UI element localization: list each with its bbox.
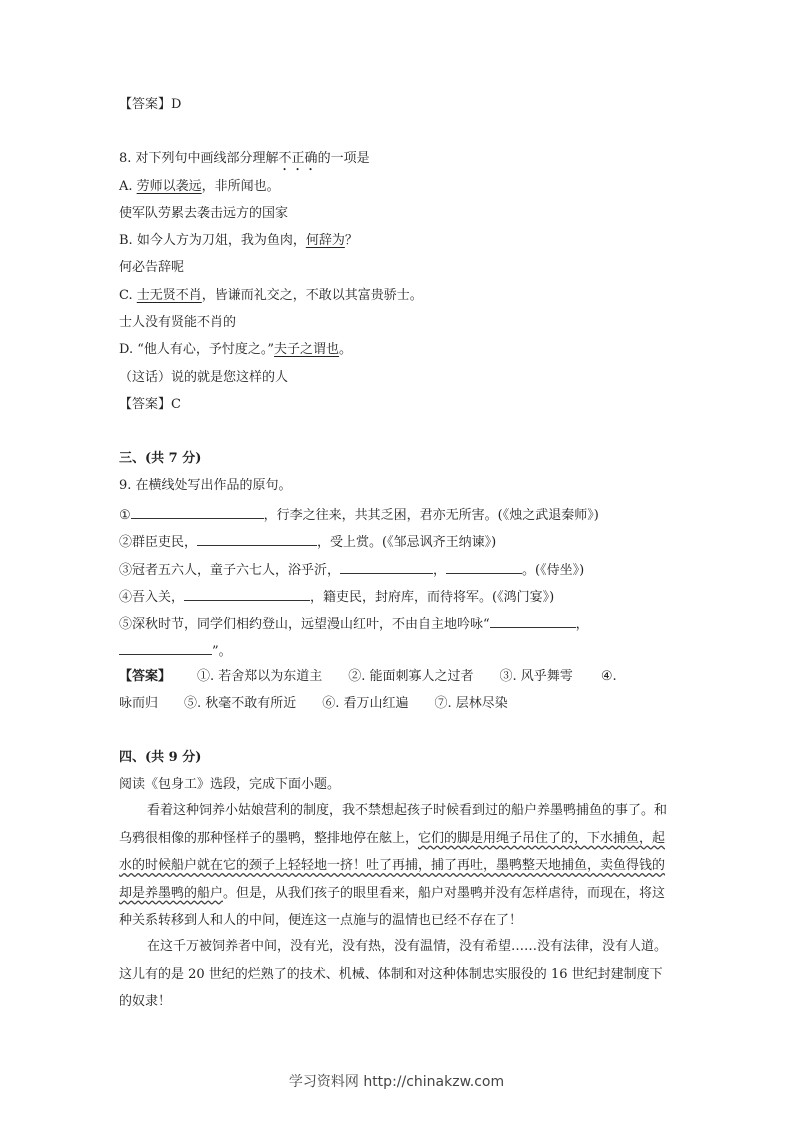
underlined-phrase: 劳师以袭远	[136, 179, 202, 194]
fill-blank[interactable]	[131, 505, 264, 519]
option-label: A.	[119, 179, 137, 194]
fill-blank[interactable]	[184, 587, 310, 601]
item-text: ③冠者五六人，童子六七人，浴乎沂，	[119, 563, 341, 578]
underlined-phrase: 何辞为	[305, 233, 345, 248]
item-text: ②群臣吏民，	[119, 535, 198, 550]
section-3-heading: 三、(共 7 分)	[119, 451, 202, 466]
q8-option-d-explanation: （这话）说的就是您这样的人	[119, 370, 289, 385]
answer-item: ①. 若舍郑以为东道主	[197, 669, 323, 684]
passage-text: 。但是，从我们孩子的眼里看来，船户对墨鸭并没有怎样虐待，而现在，将这种关系转移到人和人的中间，便连这一点施与的温情也已经不存在了！	[119, 885, 666, 928]
item-text: 。(《侍坐》)	[522, 563, 585, 578]
wavy-underlined-text: 它们的脚是用绳子吊住了的，下水捕鱼，起水的时候船户就在它的颈子上轻轻地一挤！吐了再捕，捕了再吐，墨鸭整天地捕鱼，卖鱼得钱的却是养墨鸭的船户	[119, 830, 666, 901]
answer-item: ⑦. 层林尽染	[434, 696, 508, 711]
item-text: ”。	[212, 644, 232, 659]
option-label: D. “他人有心，予忖度之。”	[119, 342, 275, 357]
item-text: ，籍吏民，封府库，而待将军。(《鸿门宴》)	[310, 590, 555, 605]
q8-option-b-explanation: 何必告辞呢	[119, 260, 185, 275]
q8-option-d	[119, 342, 352, 358]
answer-label: 【答案】	[119, 669, 172, 684]
q8-answer: 【答案】C	[119, 397, 181, 412]
q8-option-a-explanation: 使军队劳累去袭击远方的国家	[119, 206, 289, 221]
underlined-phrase: 夫子之谓也	[274, 342, 340, 357]
option-text: ，皆谦而礼交之，不敢以其富贵骄士。	[201, 288, 423, 303]
passage-paragraph-1	[119, 797, 675, 935]
q8-stem-post: 的一项是	[317, 151, 370, 166]
option-text: ，非所闻也。	[201, 179, 280, 194]
reading-intro: 阅读《包身工》选段，完成下面小题。	[119, 777, 341, 792]
fill-blank[interactable]	[340, 560, 433, 574]
answer-item: ⑤. 秋毫不敢有所近	[184, 696, 297, 711]
item-text: ，受上赏。(《邹忌讽齐王纳谏》)	[317, 535, 497, 550]
q9-item-5	[119, 614, 589, 633]
answer-item: 咏而归	[119, 696, 159, 711]
q9-item-2	[119, 532, 496, 551]
item-text: ①	[119, 508, 131, 523]
passage-paragraph-2: 在这千万被饲养者中间，没有光，没有热，没有温情，没有希望……没有法律，没有人道。这儿有的是 20 世纪的烂熟了的技术、机械、体制和对这种体制忠实服役的 16 世纪封建制度下的奴隶！	[119, 939, 668, 1009]
q8-option-c	[119, 288, 423, 304]
item-text: ，	[575, 617, 589, 632]
option-label: B. 如今人方为刀俎，我为鱼肉，	[119, 233, 306, 248]
option-text: 。	[339, 342, 353, 357]
fill-blank[interactable]	[446, 560, 522, 574]
item-text: ④吾入关，	[119, 590, 185, 605]
fill-blank[interactable]	[490, 614, 576, 628]
q9-item-3	[119, 560, 584, 579]
q9-item-1	[119, 505, 599, 524]
answer-line: 【答案】D	[119, 97, 182, 112]
q8-option-b	[119, 233, 358, 249]
q9-item-5-cont	[119, 641, 232, 660]
q9-item-4	[119, 587, 554, 606]
fill-blank[interactable]	[197, 532, 317, 546]
fill-blank[interactable]	[119, 641, 212, 655]
q9-answer-row-1	[119, 669, 617, 685]
item-text: ，	[433, 563, 447, 578]
passage-text: 看着这种饲养小姑娘营利的制度，我不禁想起孩子时候看到过的船户养墨鸭捕鱼的事了。和乌鸦很相像的那种怪样子的墨鸭，整排地停在舷上，	[119, 803, 668, 846]
q8-option-c-explanation: 士人没有贤能不肖的	[119, 315, 237, 330]
q8-option-a	[119, 179, 280, 195]
section-4-heading: 四、(共 9 分)	[119, 750, 202, 765]
answer-item: ③. 风乎舞雩	[499, 669, 573, 684]
q8-stem-emphasis: 不正确	[278, 151, 318, 166]
q8-stem-pre: 8. 对下列句中画线部分理解	[119, 151, 279, 166]
option-text: ？	[344, 233, 358, 248]
q9-stem: 9. 在横线处写出作品的原句。	[119, 478, 292, 493]
underlined-phrase: 士无贤不肖	[136, 288, 202, 303]
answer-item: ⑥. 看万山红遍	[322, 696, 409, 711]
q8-stem	[119, 151, 370, 174]
q9-answer-row-2	[119, 696, 508, 712]
answer-item: ④.	[600, 669, 617, 684]
option-label: C.	[119, 288, 137, 303]
site-footer: 学习资料网 http://chinakzw.com	[288, 1074, 505, 1090]
item-text: ⑤深秋时节，同学们相约登山，远望漫山红叶，不由自主地吟咏“	[119, 617, 490, 632]
answer-item: ②. 能面刺寡人之过者	[348, 669, 474, 684]
item-text: ，行李之往来，共其乏困，君亦无所害。(《烛之武退秦师》)	[263, 508, 599, 523]
